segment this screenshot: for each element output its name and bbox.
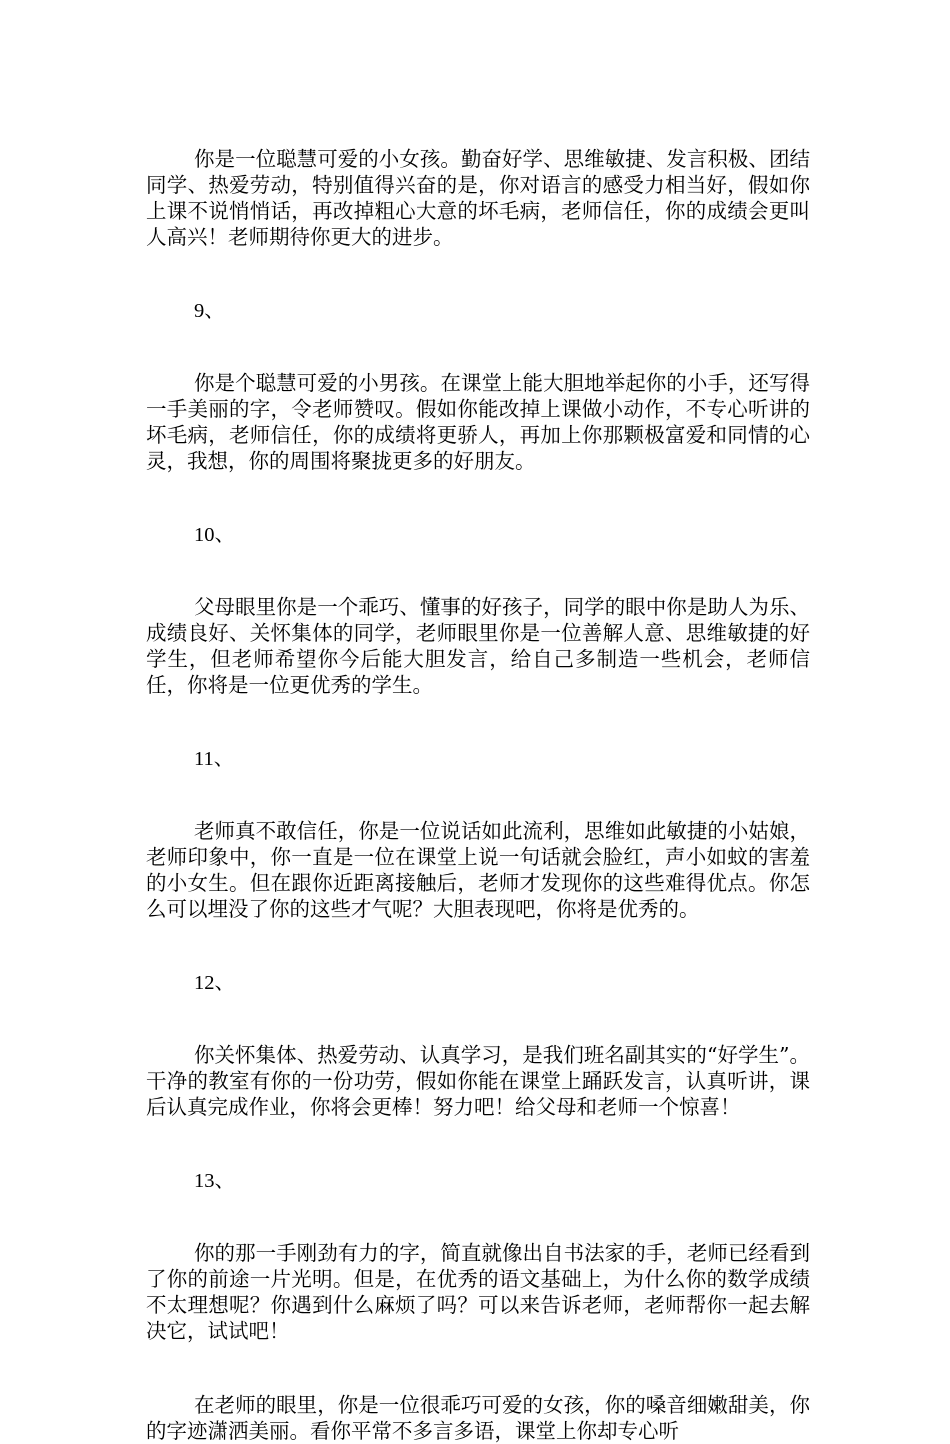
item-number: 10、 bbox=[194, 524, 235, 546]
item-number: 13、 bbox=[194, 1170, 235, 1192]
comment-paragraph: 你是一位聪慧可爱的小女孩。勤奋好学、思维敏捷、发言积极、团结同学、热爱劳动，特别值得兴奋的是，你对语言的感受力相当好，假如你上课不说悄悄话，再改掉粗心大意的坏毛病，老师信任，你的成绩会更叫人高兴！老师期待你更大的进步。 bbox=[146, 147, 810, 249]
comment-paragraph: 你的那一手刚劲有力的字，简直就像出自书法家的手，老师已经看到了你的前途一片光明。但是，在优秀的语文基础上，为什么你的数学成绩不太理想呢？你遇到什么麻烦了吗？可以来告诉老师，老师帮你一起去解决它，试试吧！ bbox=[146, 1241, 810, 1343]
document-page bbox=[146, 146, 810, 1444]
comment-paragraph: 在老师的眼里，你是一位很乖巧可爱的女孩，你的嗓音细嫩甜美，你的字迹潇洒美丽。看你平常不多言多语，课堂上你却专心听 bbox=[146, 1393, 810, 1443]
comment-paragraph: 你关怀集体、热爱劳动、认真学习，是我们班名副其实的“好学生”。干净的教室有你的一份功劳，假如你能在课堂上踊跃发言，认真听讲，课后认真完成作业，你将会更棒！努力吧！给父母和老师一个惊喜！ bbox=[146, 1043, 810, 1119]
comment-paragraph: 你是个聪慧可爱的小男孩。在课堂上能大胆地举起你的小手，还写得一手美丽的字，令老师赞叹。假如你能改掉上课做小动作，不专心听讲的坏毛病，老师信任，你的成绩将更骄人，再加上你那颗极富爱和同情的心灵，我想，你的周围将聚拢更多的好朋友。 bbox=[146, 371, 810, 473]
item-number: 11、 bbox=[194, 748, 235, 770]
comment-paragraph: 老师真不敢信任，你是一位说话如此流利，思维如此敏捷的小姑娘，老师印象中，你一直是一位在课堂上说一句话就会脸红，声小如蚊的害羞的小女生。但在跟你近距离接触后，老师才发现你的这些难得优点。你怎么可以埋没了你的这些才气呢？大胆表现吧，你将是优秀的。 bbox=[146, 819, 810, 921]
item-number: 9、 bbox=[194, 300, 225, 322]
comment-paragraph: 父母眼里你是一个乖巧、懂事的好孩子，同学的眼中你是助人为乐、成绩良好、关怀集体的同学，老师眼里你是一位善解人意、思维敏捷的好学生，但老师希望你今后能大胆发言，给自己多制造一些机会，老师信任，你将是一位更优秀的学生。 bbox=[146, 595, 810, 697]
item-number: 12、 bbox=[194, 972, 235, 994]
